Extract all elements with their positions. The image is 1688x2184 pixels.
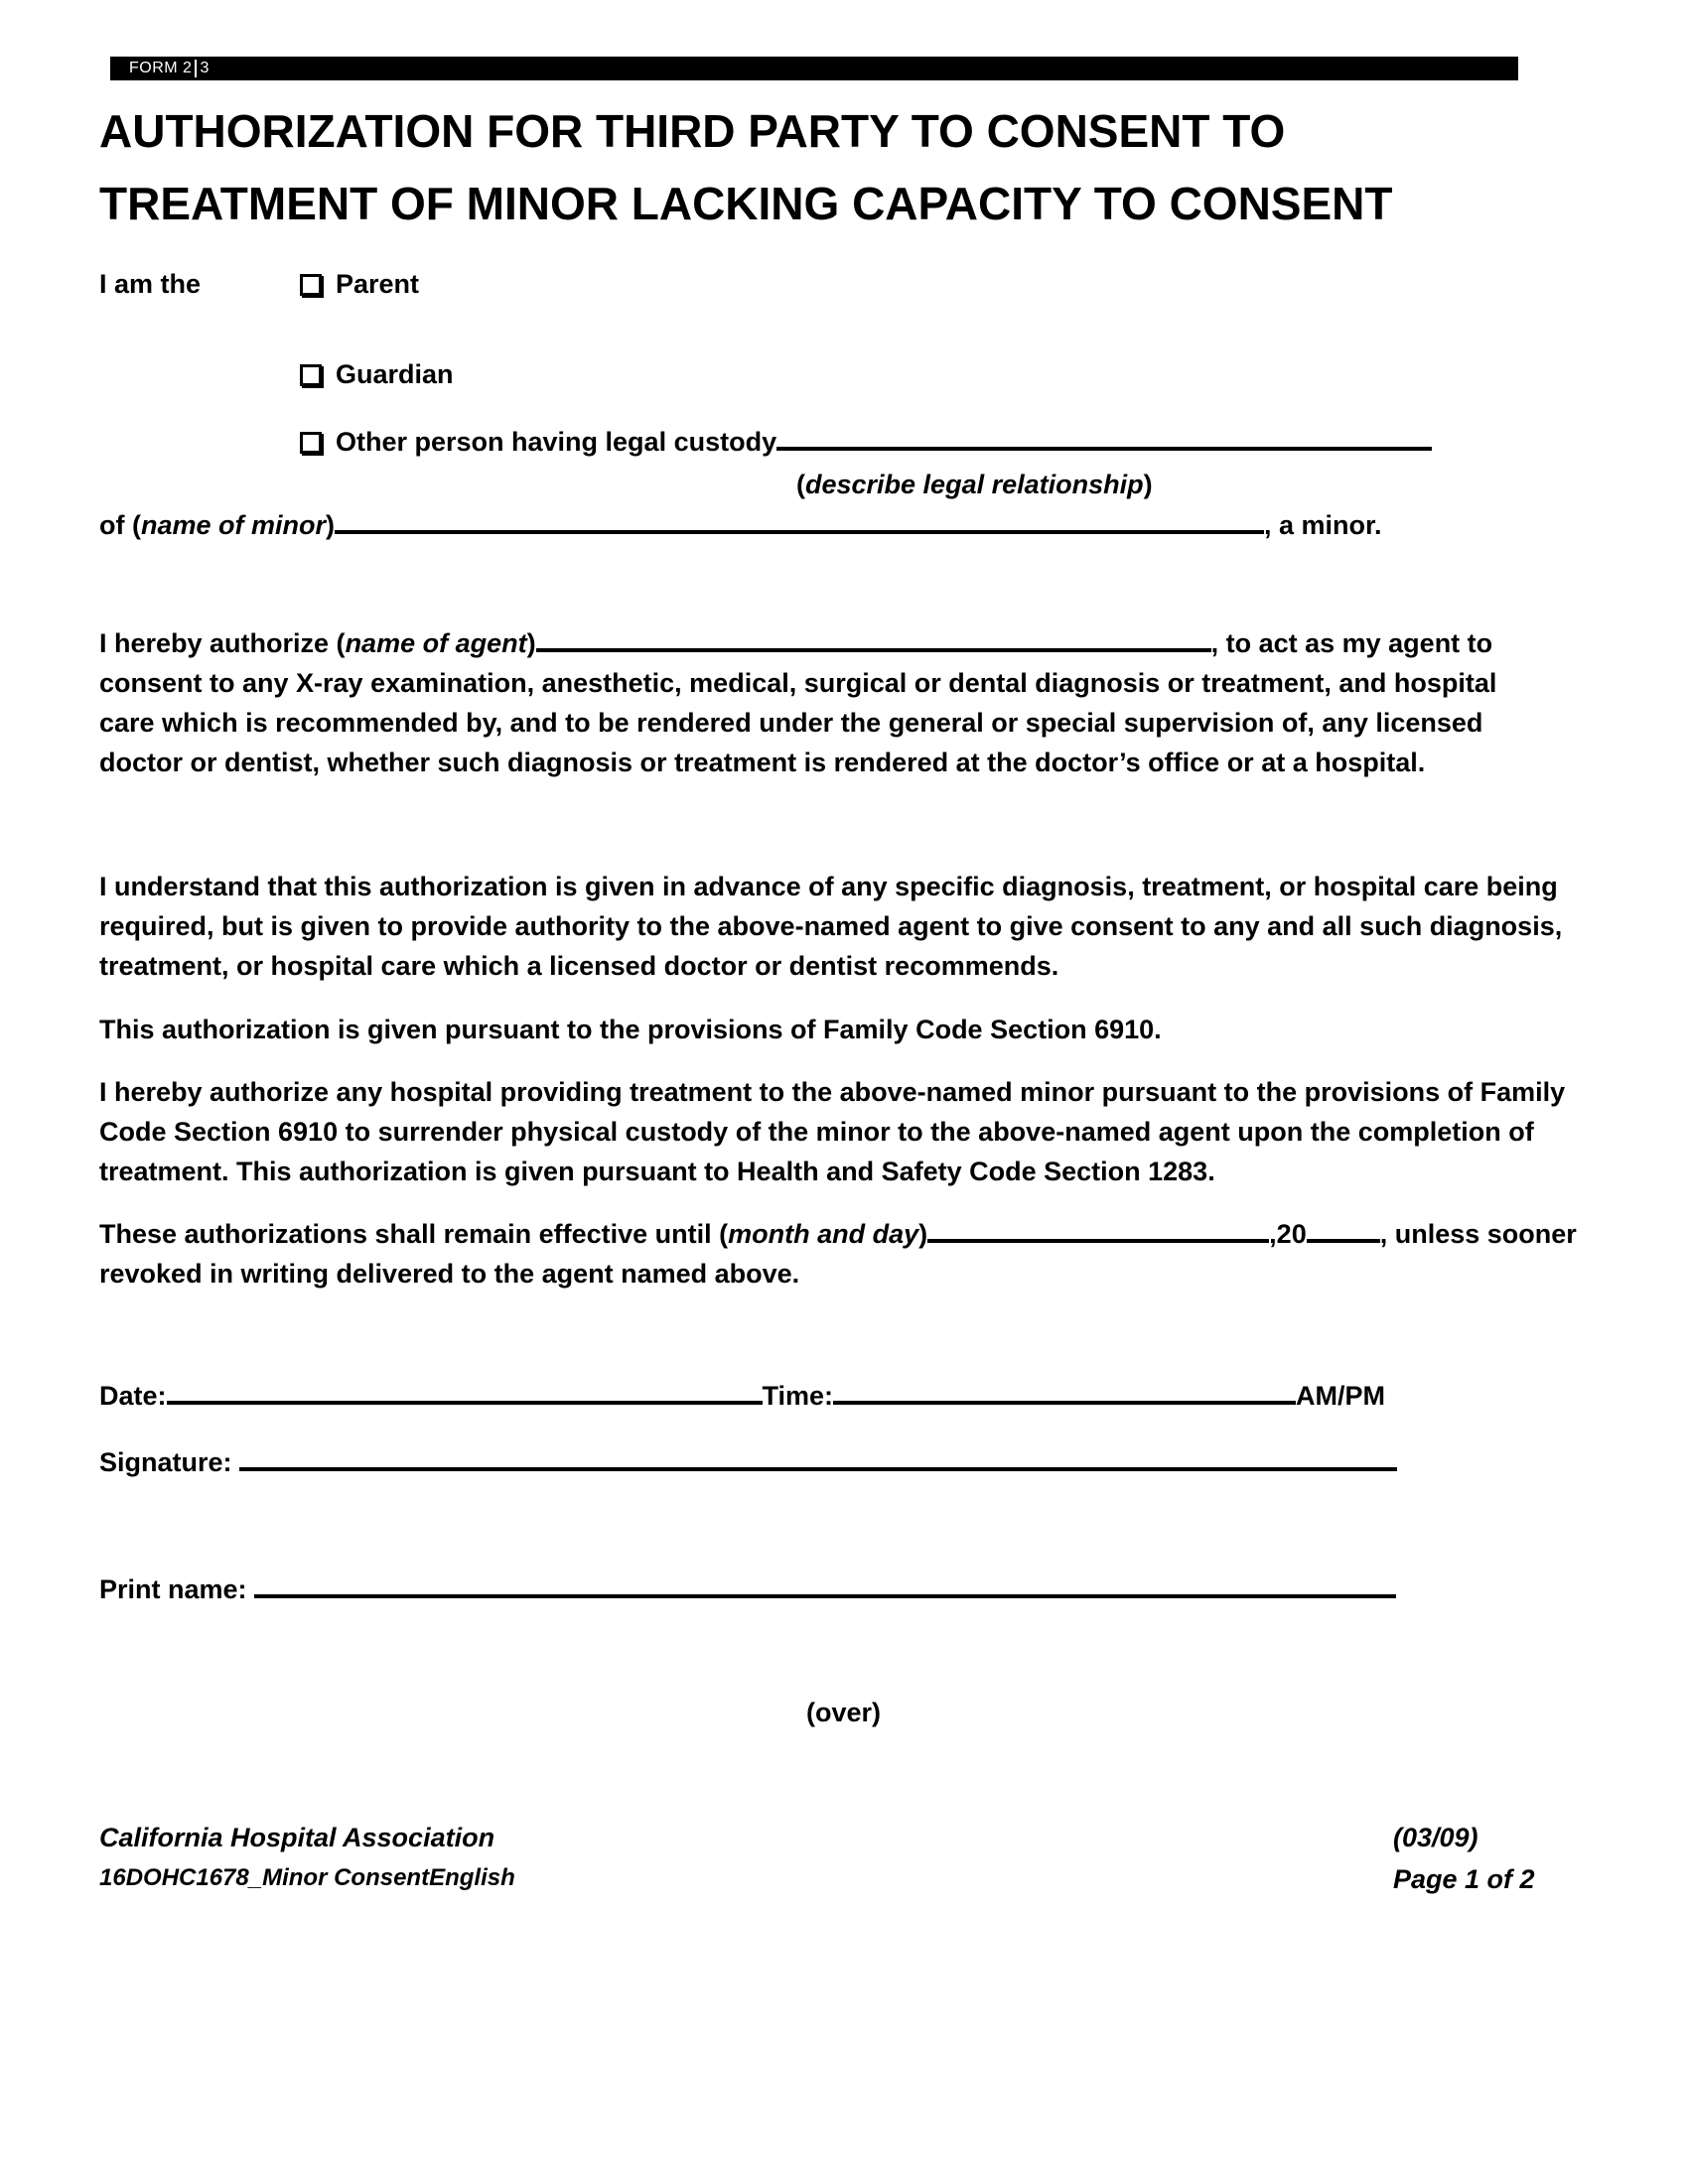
authorize-rest: consent to any X-ray examination, anesthetic, medical, surgical or dental diagnosis or treatment, and hospital care which is recommended by, and to be rendered under the general or special supervision of, any licensed doctor or dentist, whether such diagnosis or treatment is rendered at the doctor’s office or at a hospital.: [99, 668, 1497, 777]
relationship-lead: I am the: [99, 269, 202, 299]
signature-label: Signature:: [99, 1447, 232, 1477]
option-other-custody[interactable]: [300, 421, 1432, 462]
guardian-checkbox[interactable]: [300, 364, 322, 386]
form-tag-suffix: 3: [200, 60, 210, 76]
form-tag-divider: [195, 60, 197, 77]
agent-paren-close: ): [526, 628, 536, 658]
ampm-label: AM/PM: [1296, 1381, 1386, 1411]
time-field[interactable]: [833, 1375, 1296, 1405]
title-line-1: AUTHORIZATION FOR THIRD PARTY TO CONSENT TO: [99, 105, 1286, 157]
footer-page-number: Page 1 of 2: [1393, 1864, 1535, 1894]
other-custody-checkbox[interactable]: [300, 432, 322, 454]
minor-name-row: [99, 504, 1382, 545]
paren-open: (: [796, 470, 805, 499]
option-guardian[interactable]: [300, 354, 454, 394]
date-field[interactable]: [167, 1375, 763, 1405]
minor-prefix: of (: [99, 510, 141, 540]
title-line-2: TREATMENT OF MINOR LACKING CAPACITY TO CONSENT: [99, 178, 1393, 229]
page-title: [99, 95, 1569, 240]
understand-paragraph: I understand that this authorization is given in advance of any specific diagnosis, treatment, or hospital care being required, but is given to provide authority to the above-named agent to give consent to any and all such diagnosis, treatment, or hospital care which a licensed doctor or dentist recommends.: [99, 872, 1563, 981]
effective-suffix: , unless sooner: [1379, 1219, 1577, 1249]
print-name-row: [99, 1569, 1396, 1609]
authorize-first-line: [99, 622, 1569, 663]
effective-first-line: [99, 1213, 1577, 1254]
print-name-field[interactable]: [254, 1569, 1396, 1598]
authorize-prefix: I hereby authorize (: [99, 628, 346, 658]
agent-label: name of agent: [345, 628, 527, 658]
minor-paren-close: ): [326, 510, 336, 540]
option-parent[interactable]: [300, 264, 419, 304]
over-note: (over): [806, 1698, 882, 1727]
minor-suffix: , a minor.: [1264, 510, 1382, 540]
minor-name-field[interactable]: [335, 504, 1264, 534]
effective-prefix: These authorizations shall remain effective until (: [99, 1219, 729, 1249]
footer-revision-date: (03/09): [1393, 1823, 1478, 1852]
option-parent-label: Parent: [336, 269, 420, 299]
effective-paragraph: [99, 1213, 1577, 1294]
pursuant-paragraph: This authorization is given pursuant to the provisions of Family Code Section 6910.: [99, 1015, 1162, 1044]
option-other-label: Other person having legal custody: [336, 427, 777, 457]
date-time-row: [99, 1375, 1385, 1416]
effective-second-line: revoked in writing delivered to the agent named above.: [99, 1259, 800, 1289]
option-guardian-label: Guardian: [336, 359, 454, 389]
parent-checkbox[interactable]: [300, 274, 322, 296]
authorize-suffix: , to act as my agent to: [1210, 628, 1493, 658]
date-label: Date:: [99, 1381, 167, 1411]
signature-field[interactable]: [239, 1441, 1397, 1471]
hospital-paragraph: I hereby authorize any hospital providing treatment to the above-named minor pursuant to the provisions of Family Code Section 6910 to surrender physical custody of the minor to the above-named agent upon the completion of treatment. This authorization is given pursuant to Health and Safety Code Section 1283.: [99, 1077, 1566, 1186]
month-day-field[interactable]: [927, 1213, 1269, 1243]
signature-row: [99, 1441, 1397, 1482]
minor-label: name of minor: [140, 510, 327, 540]
authorize-paragraph: [99, 622, 1569, 782]
describe-relationship-caption: [796, 465, 1153, 504]
effective-paren-close: ): [918, 1219, 928, 1249]
legal-relationship-field[interactable]: [776, 421, 1432, 451]
time-label: Time:: [762, 1381, 834, 1411]
print-name-label: Print name:: [99, 1574, 247, 1604]
agent-name-field[interactable]: [536, 622, 1211, 652]
footer-org: California Hospital Association: [99, 1823, 495, 1852]
header-bar: [110, 57, 1518, 80]
year-prefix: ,20: [1269, 1219, 1307, 1249]
describe-label: describe legal relationship: [805, 470, 1144, 499]
form-tag-number: FORM 2: [129, 60, 193, 76]
month-day-label: month and day: [728, 1219, 919, 1249]
footer-code: 16DOHC1678_Minor ConsentEnglish: [99, 1864, 515, 1891]
form-tag: [129, 57, 210, 80]
paren-close: ): [1143, 470, 1153, 499]
year-field[interactable]: [1307, 1213, 1380, 1243]
